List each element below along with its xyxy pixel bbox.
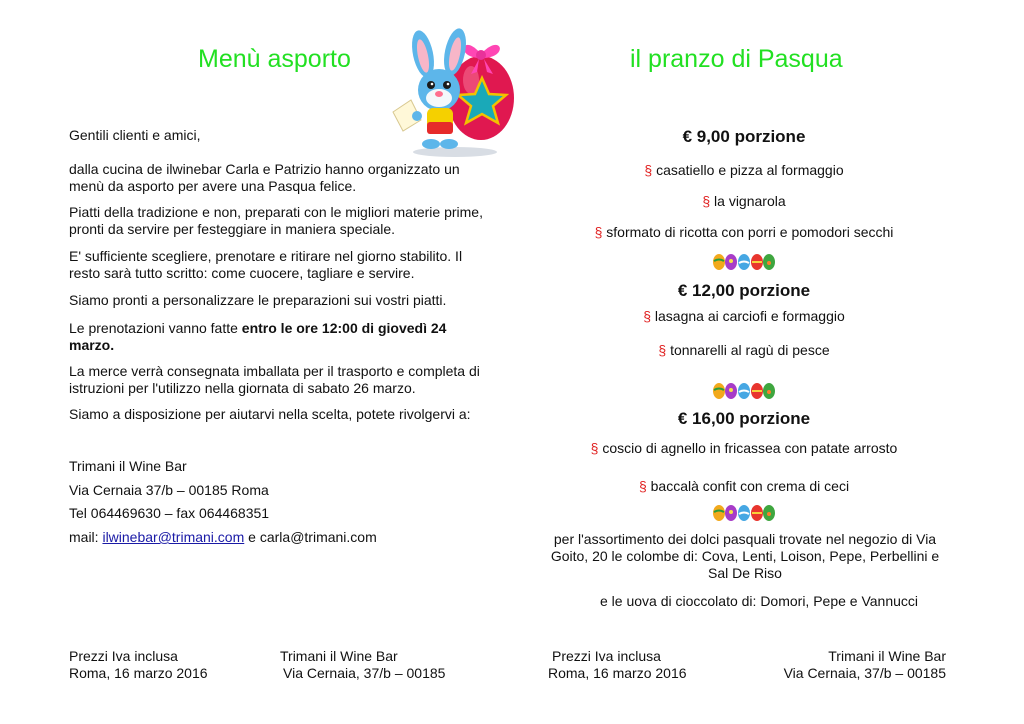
menu-item xyxy=(549,342,939,358)
menu-item-label: lasagna ai carciofi e formaggio xyxy=(654,308,845,324)
greeting: Gentili clienti e amici, xyxy=(69,127,201,143)
footer-address: Via Cernaia, 37/b – 00185 xyxy=(783,665,946,681)
intro-paragraph: Piatti della tradizione e non, preparati con le migliori materie prime, pronti da servire per festeggiare in maniera speciale. xyxy=(69,204,483,237)
mail-middle: e xyxy=(244,529,260,545)
intro-paragraph: dalla cucina de ilwinebar Carla e Patrizio hanno organizzato un menù da asporto per avere una Pasqua felice. xyxy=(69,161,460,194)
intro-paragraph: E' sufficiente scegliere, prenotare e ritirare nel giorno stabilito. Il resto sarà tutto scritto: come cuocere, tagliare e servire. xyxy=(69,248,463,281)
footer-name: Trimani il Wine Bar xyxy=(828,648,946,664)
footer-name: Trimani il Wine Bar xyxy=(280,648,398,664)
intro-paragraph: Siamo pronti a personalizzare le preparazioni sui vostri piatti. xyxy=(69,292,447,308)
contact-mail xyxy=(69,529,377,546)
booking-prefix: Le prenotazioni vanno fatte xyxy=(69,320,242,336)
left-title: Menù asporto xyxy=(198,45,351,73)
section-mark: § xyxy=(643,308,651,324)
mail-prefix: mail: xyxy=(69,529,103,545)
contact-phone: Tel 064469630 – fax 064468351 xyxy=(69,505,270,521)
chocolate-paragraph: e le uova di cioccolato di: Domori, Pepe e Vannucci xyxy=(600,593,919,609)
footer-prices: Prezzi Iva inclusa xyxy=(552,648,661,664)
section-mark: § xyxy=(658,342,667,358)
footer-date: Roma, 16 marzo 2016 xyxy=(69,665,208,681)
section-mark: § xyxy=(644,162,653,178)
section-mark: § xyxy=(702,193,711,209)
menu-item-label: casatiello e pizza al formaggio xyxy=(656,162,844,178)
price-tier-3: € 16,00 porzione xyxy=(677,409,811,428)
footer-address: Via Cernaia, 37/b – 00185 xyxy=(283,665,446,681)
menu-item-label: coscio di agnello in fricassea con patate arrosto xyxy=(602,440,898,456)
mail-other: carla@trimani.com xyxy=(259,529,377,545)
footer-prices: Prezzi Iva inclusa xyxy=(69,648,178,664)
booking-deadline: entro le ore 12:00 di giovedì 24 marzo. xyxy=(69,320,447,353)
section-mark: § xyxy=(590,440,599,456)
price-tier-1: € 9,00 porzione xyxy=(682,127,806,146)
menu-item xyxy=(549,224,939,240)
section-mark: § xyxy=(594,224,603,240)
menu-item-label: tonnarelli al ragù di pesce xyxy=(670,342,830,358)
menu-item xyxy=(549,440,939,456)
right-title: il pranzo di Pasqua xyxy=(630,45,843,73)
price-tier-2: € 12,00 porzione xyxy=(677,281,811,300)
menu-item xyxy=(549,162,939,178)
contact-name: Trimani il Wine Bar xyxy=(69,458,187,474)
footer-date: Roma, 16 marzo 2016 xyxy=(548,665,687,681)
easter-eggs-row-icon xyxy=(712,504,776,522)
contact-intro: Siamo a disposizione per aiutarvi nella scelta, potete rivolgervi a: xyxy=(69,406,471,422)
menu-item-label: baccalà confit con crema di ceci xyxy=(650,478,850,494)
easter-eggs-row-icon xyxy=(712,382,776,400)
menu-item-label: sformato di ricotta con porri e pomodori secchi xyxy=(606,224,894,240)
menu-item-label: la vignarola xyxy=(714,193,786,209)
easter-eggs-row-icon xyxy=(712,253,776,271)
delivery-paragraph: La merce verrà consegnata imballata per il trasporto e completa di istruzioni per l'utilizzo nella giornata di sabato 26 marzo. xyxy=(69,363,480,396)
assortment-paragraph: per l'assortimento dei dolci pasquali trovate nel negozio di Via Goito, 20 le colombe di: Cova, Lenti, Loison, Pepe, Perbellini e Sal De Riso xyxy=(550,531,940,581)
menu-item xyxy=(549,193,939,209)
menu-item xyxy=(549,478,939,494)
contact-address: Via Cernaia 37/b – 00185 Roma xyxy=(69,482,269,498)
menu-item xyxy=(549,308,939,324)
booking-paragraph xyxy=(69,320,479,354)
section-mark: § xyxy=(638,478,647,494)
mail-link[interactable]: ilwinebar@trimani.com xyxy=(102,529,245,545)
